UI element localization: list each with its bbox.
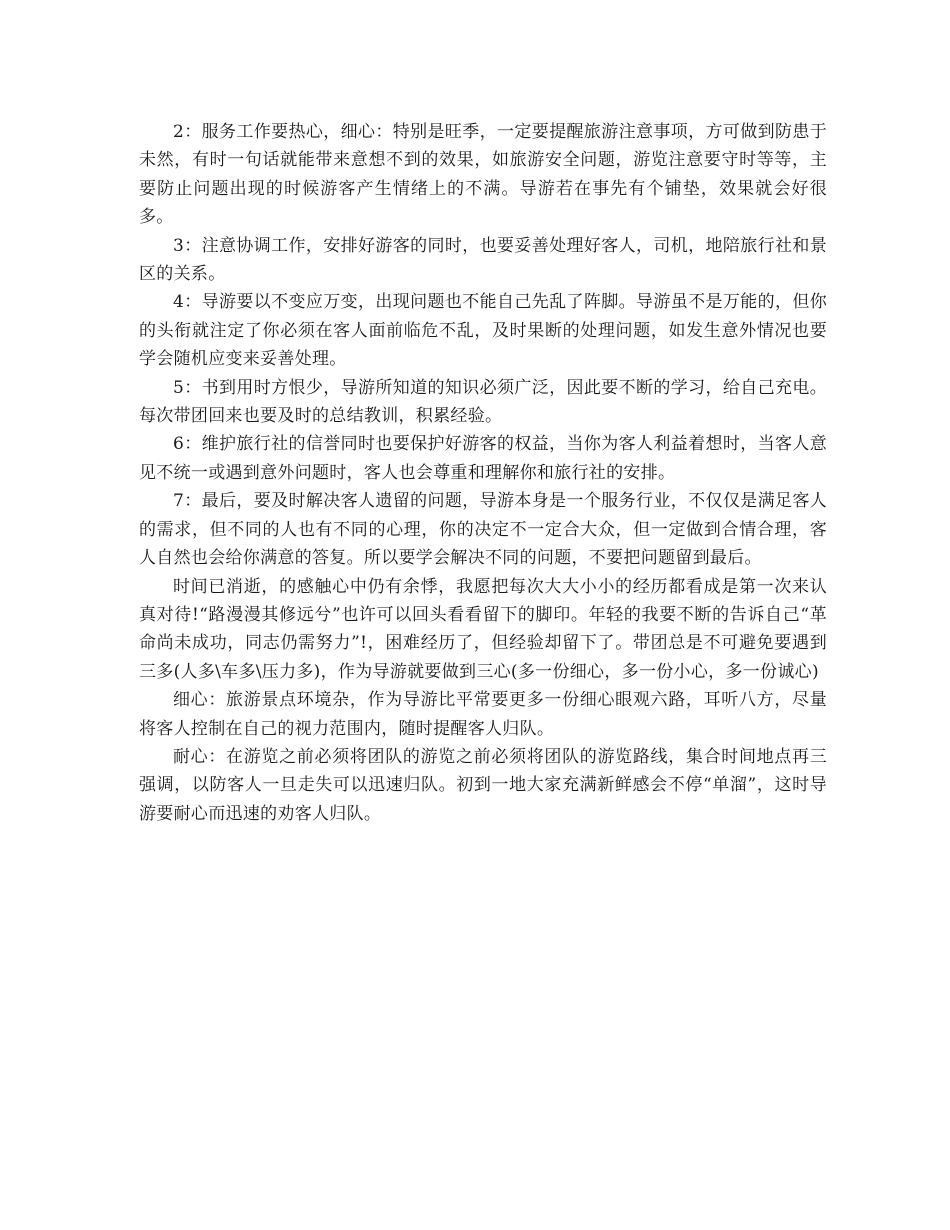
paragraph-agency-reputation: 6：维护旅行社的信誉同时也要保护好游客的权益，当你为客人利益着想时，当客人意见不统一或遇到意外问题时，客人也会尊重和理解你和旅行社的安排。 xyxy=(139,434,827,483)
paragraph-learning: 5：书到用时方恨少，导游所知道的知识必须广泛，因此要不断的学习，给自己充电。每次带团回来也要及时的总结教训，积累经验。 xyxy=(139,377,827,427)
paragraph-coordination: 3：注意协调工作，安排好游客的同时，也要妥善处理好客人，司机，地陪旅行社和景区的关系。 xyxy=(139,235,827,285)
paragraph-resolve-issues: 7：最后，要及时解决客人遗留的问题，导游本身是一个服务行业，不仅仅是满足客人的需求，但不同的人也有不同的心理，你的决定不一定合大众，但一定做到合情合理，客人自然也会给你满意的答复。所以要学会解决不同的问题，不要把问题留到最后。 xyxy=(139,491,827,569)
paragraph-patience: 耐心：在游览之前必须将团队的游览之前必须将团队的游览路线，集合时间地点再三强调，以防客人一旦走失可以迅速归队。初到一地大家充满新鲜感会不停“单溜”，这时导游要耐心而迅速的劝客人归队。 xyxy=(139,746,827,824)
paragraph-service-enthusiasm: 2：服务工作要热心，细心：特别是旺季，一定要提醒旅游注意事项，方可做到防患于未然，有时一句话就能带来意想不到的效果，如旅游安全问题，游览注意要守时等等，主要防止问题出现的时候游客产生情绪上的不满。导游若在事先有个铺垫，效果就会好很多。 xyxy=(139,122,827,228)
paragraph-adaptability: 4：导游要以不变应万变，出现问题也不能自己先乱了阵脚。导游虽不是万能的，但你的头衔就注定了你必须在客人面前临危不乱，及时果断的处理问题，如发生意外情况也要学会随机应变来妥善处理。 xyxy=(139,292,827,370)
document-page xyxy=(139,118,827,828)
paragraph-carefulness: 细心：旅游景点环境杂，作为导游比平常要更多一份细心眼观六路，耳听八方，尽量将客人控制在自己的视力范围内，随时提醒客人归队。 xyxy=(139,690,827,739)
paragraph-reflection: 时间已消逝，的感触心中仍有余悸，我愿把每次大大小小的经历都看成是第一次来认真对待!“路漫漫其修远兮”也许可以回头看看留下的脚印。年轻的我要不断的告诉自己“革命尚未成功，同志仍需努力”!，困难经历了，但经验却留下了。带团总是不可避免要遇到三多(人多\车多\压力多)，作为导游就要做到三心(多一份细心，多一份小心，多一份诚心) xyxy=(139,576,827,682)
